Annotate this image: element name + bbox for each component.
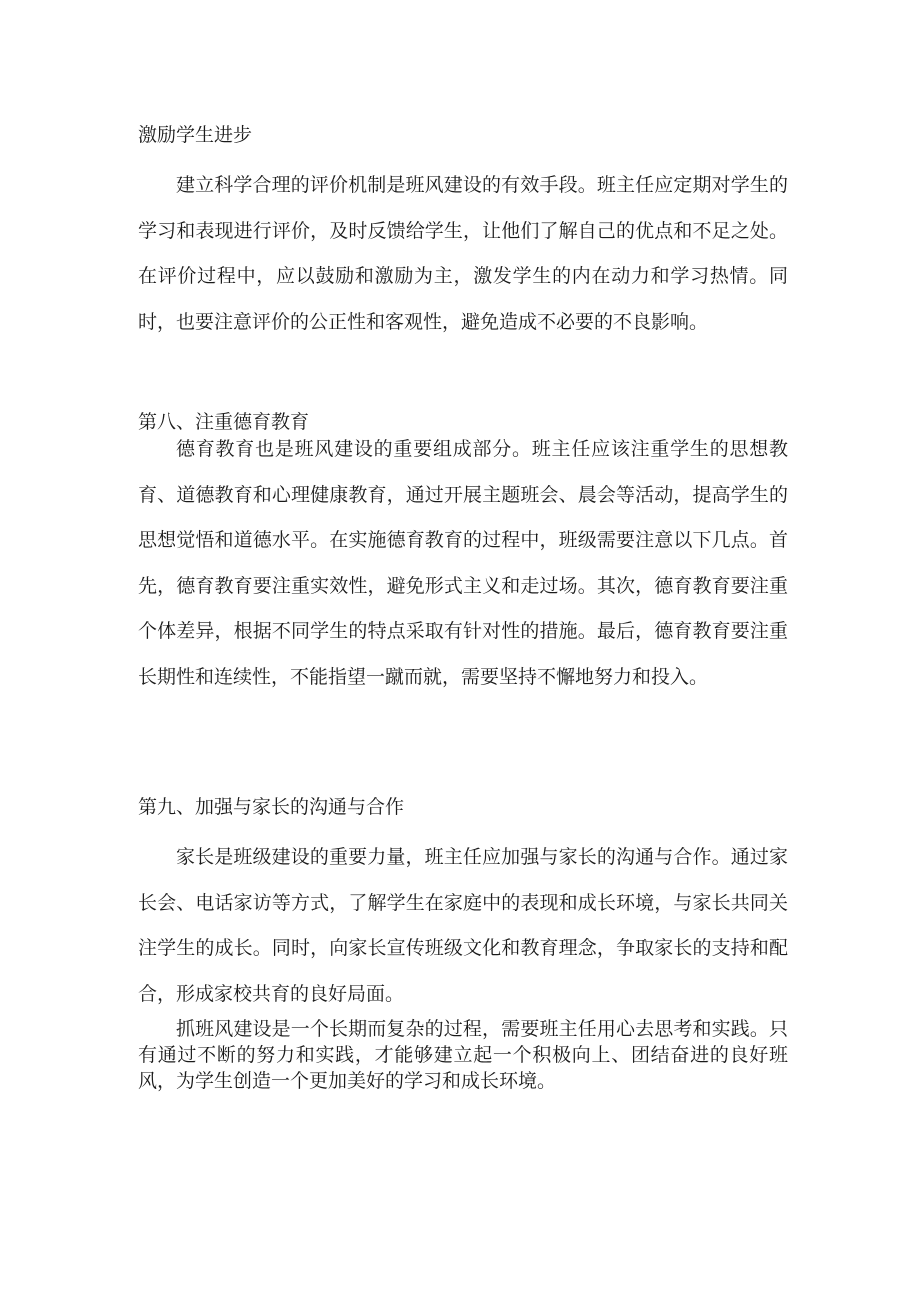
paragraph-conclusion: 抓班风建设是一个长期而复杂的过程，需要班主任用心去思考和实践。只有通过不断的努力和实践，才能够建立起一个积极向上、团结奋进的良好班风，为学生创造一个更加美好的学习和成长环境。 [138,1018,788,1092]
heading-section-nine: 第九、加强与家长的沟通与合作 [138,796,405,818]
paragraph-moral-education: 德育教育也是班风建设的重要组成部分。班主任应该注重学生的思想教育、道德教育和心理健康教育，通过开展主题班会、晨会等活动，提高学生的思想觉悟和道德水平。在实施德育教育的过程中，班级需要注意以下几点。首先，德育教育要注重实效性，避免形式主义和走过场。其次，德育教育要注重个体差异，根据不同学生的特点采取有针对性的措施。最后，德育教育要注重长期性和连续性，不能指望一蹴而就，需要坚持不懈地努力和投入。 [138,438,788,688]
section-continuation-line: 激励学生进步 [138,124,253,146]
heading-section-eight: 第八、注重德育教育 [138,411,310,433]
paragraph-evaluation-mechanism: 建立科学合理的评价机制是班风建设的有效手段。班主任应定期对学生的学习和表现进行评价，及时反馈给学生，让他们了解自己的优点和不足之处。在评价过程中，应以鼓励和激励为主，激发学生的内在动力和学习热情。同时，也要注意评价的公正性和客观性，避免造成不必要的不良影响。 [138,174,788,333]
paragraph-parent-cooperation: 家长是班级建设的重要力量，班主任应加强与家长的沟通与合作。通过家长会、电话家访等方式，了解学生在家庭中的表现和成长环境，与家长共同关注学生的成长。同时，向家长宣传班级文化和教育理念，争取家长的支持和配合，形成家校共育的良好局面。 [138,846,788,1005]
